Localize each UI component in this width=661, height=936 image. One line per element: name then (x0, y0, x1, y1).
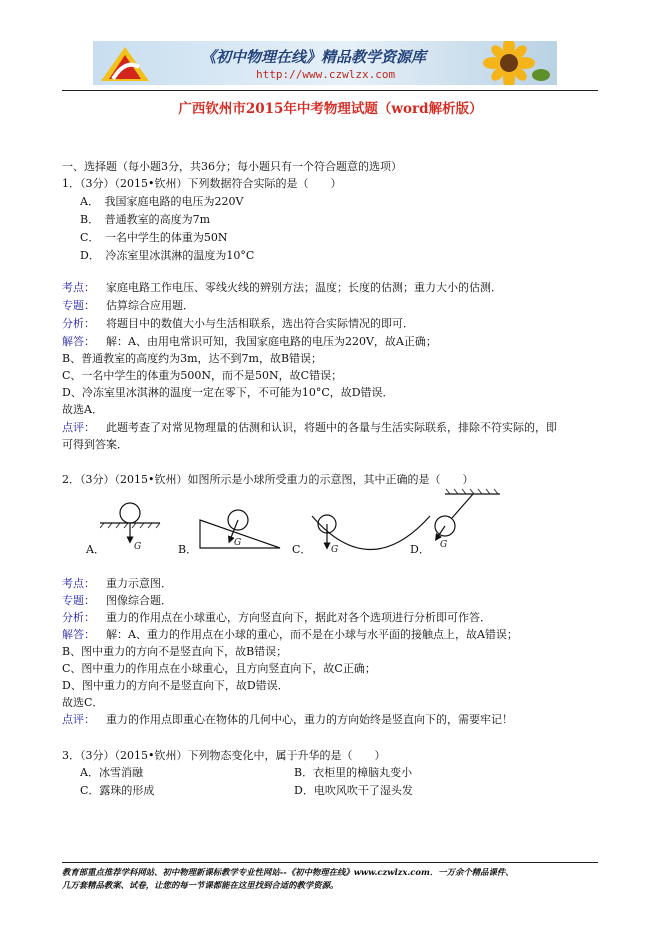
g-label-a: G (134, 542, 142, 552)
q2-dianping: 重力的作用点即重心在物体的几何中心，重力的方向始终是竖直向下的，需要牢记！ (106, 713, 513, 726)
q1-option-c: C． 一名中学生的体重为50N (80, 231, 228, 244)
site-logo-icon (99, 45, 151, 83)
q1-fenxi: 将题目中的数值大小与生活相联系，选出符合实际情况的即可． (106, 317, 414, 330)
q2-zhuanti-label: 专题： (62, 594, 95, 607)
diagram-d (435, 489, 500, 538)
q1-zhuanti: 估算综合应用题． (106, 299, 194, 312)
q3-option-b: B．衣柜里的樟脑丸变小 (294, 766, 413, 779)
q2-zhuanti: 图像综合题． (106, 594, 172, 607)
q2-answer: 故选C． (62, 696, 104, 709)
header-divider (62, 90, 598, 91)
q2-stem: 2．（3分）（2015•钦州）如图所示是小球所受重力的示意图，其中正确的是（ ） (62, 473, 474, 486)
q1-answer: 故选A． (62, 403, 103, 416)
q2-option-a: A． (86, 543, 105, 556)
q1-dianping-label: 点评： (62, 421, 95, 434)
q1-jieda-line-d: D、冷冻室里冰淇淋的温度一定在零下，不可能为10°C，故D错误． (62, 386, 394, 399)
q2-jieda-label: 解答： (62, 628, 95, 641)
q2-kaodian: 重力示意图． (106, 577, 172, 590)
q3-option-c: C．露珠的形成 (80, 784, 155, 797)
q1-option-d: D． 冷冻室里冰淇淋的温度为10°C (80, 249, 255, 262)
q1-fenxi-label: 分析： (62, 317, 95, 330)
header-banner (93, 41, 557, 85)
q2-dianping-label: 点评： (62, 713, 95, 726)
q2-jieda-line-b: B、图中重力的方向不是竖直向下，故B错误； (62, 645, 288, 658)
g-label-d: G (440, 540, 448, 550)
q1-jieda: 解：A、由用电常识可知，我国家庭电路的电压为220V，故A正确； (106, 335, 437, 348)
q2-kaodian-label: 考点： (62, 577, 95, 590)
q1-option-b: B． 普通教室的高度为7m (80, 213, 211, 226)
g-label-c: G (331, 545, 339, 555)
footer-line-1: 教育部重点推荐学科网站、初中物理新课标教学专业性网站--《初中物理在线》www.czwlzx.com．一万余个精品课件、 (62, 867, 514, 877)
q3-stem: 3．（3分）（2015•钦州）下列物态变化中，属于升华的是（ ） (62, 749, 386, 762)
q1-jieda-line-b: B、普通教室的高度约为3m，达不到7m，故B错误； (62, 352, 323, 365)
q1-jieda-label: 解答： (62, 335, 95, 348)
q2-option-c: C． (292, 543, 312, 556)
q1-dianping: 此题考查了对常见物理量的估测和认识，将题中的各量与生活实际联系，排除不符实际的，即 (106, 421, 557, 434)
q1-dianping-cont: 可得到答案． (62, 438, 128, 451)
q2-option-b: B． (178, 543, 198, 556)
footer-line-2: 几万套精品教案、试卷，让您的每一节课都能在这里找到合适的教学资源。 (62, 880, 339, 890)
q1-kaodian: 家庭电路工作电压、零线火线的辨别方法；温度；长度的估测；重力大小的估测． (106, 281, 502, 294)
q2-jieda-line-d: D、图中重力的方向不是竖直向下，故D错误． (62, 679, 289, 692)
sunflower-icon (479, 41, 553, 85)
page-title: 广西钦州市2015年中考物理试题（word解析版） (178, 101, 483, 117)
q1-kaodian-label: 考点： (62, 281, 95, 294)
q1-jieda-line-c: C、一名中学生的体重为500N，而不是50N，故C错误； (62, 369, 343, 382)
q3-option-a: A．冰雪消融 (80, 766, 143, 779)
banner-title: 《初中物理在线》精品教学资源库 (201, 48, 427, 66)
diagram-a (100, 503, 160, 540)
q1-stem: 1．（3分）（2015•钦州）下列数据符合实际的是（ ） (62, 177, 342, 190)
q2-jieda-line-c: C、图中重力的作用点在小球重心，且方向竖直向下，故C正确； (62, 662, 376, 675)
q1-option-a: A． 我国家庭电路的电压为220V (80, 195, 244, 208)
q2-fenxi-label: 分析： (62, 611, 95, 624)
q2-option-d: D． (410, 543, 430, 556)
footer-divider (62, 862, 598, 863)
q1-zhuanti-label: 专题： (62, 299, 95, 312)
q2-fenxi: 重力的作用点在小球重心，方向竖直向下，据此对各个选项进行分析即可作答． (106, 611, 491, 624)
g-label-b: G (234, 538, 242, 548)
banner-url[interactable]: http://www.czwlzx.com (256, 68, 396, 81)
q2-jieda: 解：A、重力的作用点在小球的重心，而不是在小球与水平面的接触点上，故A错误； (106, 628, 518, 641)
section-heading: 一、选择题（每小题3分，共36分；每小题只有一个符合题意的选项） (62, 160, 402, 173)
q3-option-d: D．电吹风吹干了湿头发 (294, 784, 413, 797)
